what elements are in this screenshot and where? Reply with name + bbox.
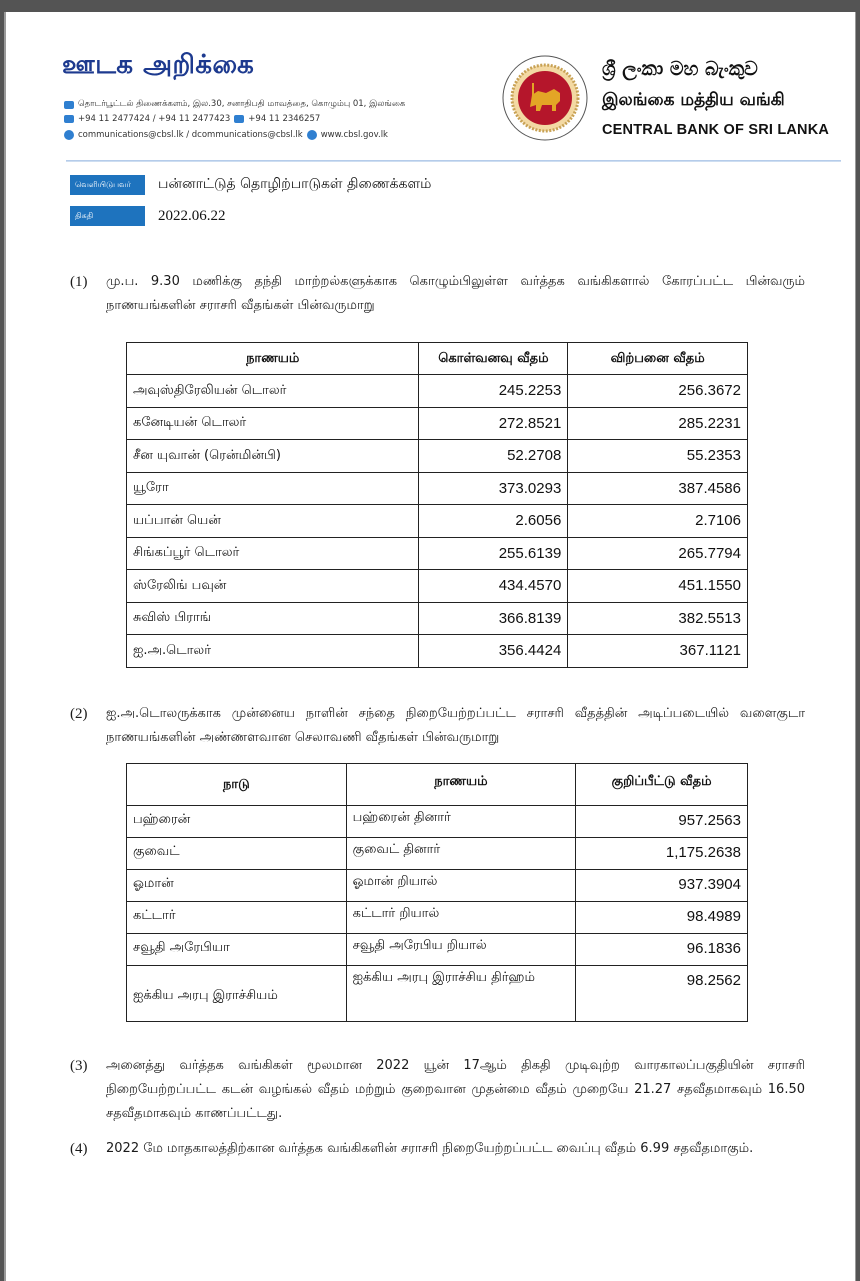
mail-envelope-icon bbox=[64, 101, 74, 109]
table-row bbox=[127, 602, 748, 635]
table-row bbox=[127, 806, 748, 838]
email-text[interactable]: communications@cbsl.lk / dcommunications@cbsl.lk bbox=[78, 130, 303, 140]
table-row bbox=[127, 537, 748, 570]
section-1 bbox=[70, 270, 805, 318]
date-value: 2022.06.22 bbox=[158, 208, 226, 224]
header-currency: நாணயம் bbox=[127, 343, 419, 375]
currency-cell: சிங்கப்பூர் டொலர் bbox=[127, 537, 419, 570]
section-number: (1) bbox=[70, 274, 88, 290]
currency-cell: ஓமான் றியால் bbox=[346, 870, 576, 902]
table-row bbox=[127, 440, 748, 473]
issuer-value: பன்னாட்டுத் தொழிற்பாடுகள் திணைக்களம் bbox=[158, 176, 432, 192]
issuer-label: வெளியிடுபவர் bbox=[70, 175, 145, 195]
indicative-rate-cell: 937.3904 bbox=[576, 870, 748, 902]
header-selling-rate: விற்பனை வீதம் bbox=[568, 343, 748, 375]
indicative-rate-cell: 96.1836 bbox=[576, 934, 748, 966]
buying-rate-cell: 356.4424 bbox=[419, 635, 568, 668]
section-number: (4) bbox=[70, 1141, 88, 1157]
fax-printer-icon bbox=[234, 115, 244, 123]
email-line bbox=[64, 130, 388, 140]
document-page bbox=[4, 12, 856, 1281]
table-row bbox=[127, 635, 748, 668]
currency-cell: குவைட் தினார் bbox=[346, 838, 576, 870]
section-2 bbox=[70, 702, 805, 750]
selling-rate-cell: 2.7106 bbox=[568, 505, 748, 538]
selling-rate-cell: 265.7794 bbox=[568, 537, 748, 570]
indicative-rate-cell: 1,175.2638 bbox=[576, 838, 748, 870]
selling-rate-cell: 367.1121 bbox=[568, 635, 748, 668]
table-header-row bbox=[127, 343, 748, 375]
currency-cell: கட்டார் றியால் bbox=[346, 902, 576, 934]
table-row bbox=[127, 934, 748, 966]
table-row bbox=[127, 902, 748, 934]
bank-name-tamil: இலங்கை மத்திய வங்கி bbox=[602, 90, 785, 110]
currency-cell: ஐ.அ.டொலர் bbox=[127, 635, 419, 668]
currency-cell: பஹ்ரைன் தினார் bbox=[346, 806, 576, 838]
selling-rate-cell: 387.4586 bbox=[568, 472, 748, 505]
buying-rate-cell: 373.0293 bbox=[419, 472, 568, 505]
section-text: ஐ.அ.டொலருக்காக முன்னைய நாளின் சந்தை நிறையேற்றப்பட்ட சராசரி வீதத்தின் அடிப்படையில் வளைகுடா நாணயங்களின் அண்ணளவான செலாவணி வீதங்கள் பின்வருமாறு bbox=[106, 706, 805, 745]
section-text: மு.ப. 9.30 மணிக்கு தந்தி மாற்றல்களுக்காக கொழும்பிலுள்ள வர்த்தக வங்கிகளால் கோரப்பட்ட பின்வரும் நாணயங்களின் சராசரி வீதங்கள் பின்வருமாறு bbox=[106, 274, 805, 313]
header-divider bbox=[66, 160, 841, 162]
currency-cell: ஐக்கிய அரபு இராச்சிய திர்ஹம் bbox=[346, 966, 576, 1022]
country-cell: ஐக்கிய அரபு இராச்சியம் bbox=[127, 966, 347, 1022]
country-cell: ஓமான் bbox=[127, 870, 347, 902]
bank-name-sinhala: ශ්‍රී ලංකා මහ බැංකුව bbox=[602, 58, 758, 80]
exchange-rates-table bbox=[126, 342, 748, 668]
indicative-rate-cell: 98.2562 bbox=[576, 966, 748, 1022]
section-4 bbox=[70, 1137, 805, 1161]
header-indicative-rate: குறிப்பீட்டு வீதம் bbox=[576, 764, 748, 806]
table-row bbox=[127, 838, 748, 870]
website-link[interactable]: www.cbsl.gov.lk bbox=[320, 130, 388, 140]
selling-rate-cell: 256.3672 bbox=[568, 375, 748, 408]
address-line bbox=[64, 99, 405, 110]
selling-rate-cell: 382.5513 bbox=[568, 602, 748, 635]
buying-rate-cell: 2.6056 bbox=[419, 505, 568, 538]
currency-cell: சுவிஸ் பிராங் bbox=[127, 602, 419, 635]
buying-rate-cell: 255.6139 bbox=[419, 537, 568, 570]
central-bank-seal-logo bbox=[502, 55, 588, 141]
indicative-rate-cell: 957.2563 bbox=[576, 806, 748, 838]
buying-rate-cell: 366.8139 bbox=[419, 602, 568, 635]
header-buying-rate: கொள்வனவு வீதம் bbox=[419, 343, 568, 375]
currency-cell: யப்பான் யென் bbox=[127, 505, 419, 538]
table-row bbox=[127, 966, 748, 1022]
buying-rate-cell: 272.8521 bbox=[419, 407, 568, 440]
buying-rate-cell: 245.2253 bbox=[419, 375, 568, 408]
header-currency: நாணயம் bbox=[346, 764, 576, 806]
bank-name-english: CENTRAL BANK OF SRI LANKA bbox=[602, 122, 830, 138]
address-text: தொடர்பூட்டல் திணைக்களம், இல.30, சனாதிபதி மாவத்தை, கொழும்பு 01, இலங்கை bbox=[78, 99, 406, 109]
currency-cell: யூரோ bbox=[127, 472, 419, 505]
country-cell: பஹ்ரைன் bbox=[127, 806, 347, 838]
indicative-rate-cell: 98.4989 bbox=[576, 902, 748, 934]
country-cell: குவைட் bbox=[127, 838, 347, 870]
currency-cell: சவூதி அரேபிய றியால் bbox=[346, 934, 576, 966]
press-release-title: ஊடக அறிக்கை bbox=[62, 50, 255, 80]
at-sign-icon bbox=[64, 130, 74, 140]
selling-rate-cell: 451.1550 bbox=[568, 570, 748, 603]
section-text: அனைத்து வர்த்தக வங்கிகள் மூலமான 2022 யூன் 17ஆம் திகதி முடிவுற்ற வாரகாலப்பகுதியின் சராசரி நிறையேற்றப்பட்ட கடன் வழங்கல் வீதம் மற்றும் குறைவான முதன்மை வீதம் முறையே 21.27 சதவீதமாகவும் 16.50 சதவீதமாகவும் காணப்பட்டது. bbox=[106, 1058, 805, 1121]
date-label: திகதி bbox=[70, 206, 145, 226]
gulf-currency-rates-table bbox=[126, 763, 748, 1022]
buying-rate-cell: 52.2708 bbox=[419, 440, 568, 473]
selling-rate-cell: 55.2353 bbox=[568, 440, 748, 473]
currency-cell: கனேடியன் டொலர் bbox=[127, 407, 419, 440]
table-row bbox=[127, 570, 748, 603]
section-3 bbox=[70, 1054, 805, 1126]
selling-rate-cell: 285.2231 bbox=[568, 407, 748, 440]
telephone-icon bbox=[64, 115, 74, 123]
table-row bbox=[127, 505, 748, 538]
currency-cell: சீன யுவான் (ரென்மின்பி) bbox=[127, 440, 419, 473]
currency-cell: ஸ்ரேலிங் பவுன் bbox=[127, 570, 419, 603]
fax-text: +94 11 2346257 bbox=[248, 114, 321, 124]
section-number: (3) bbox=[70, 1058, 88, 1074]
table-row bbox=[127, 375, 748, 408]
header-country: நாடு bbox=[127, 764, 347, 806]
currency-cell: அவுஸ்திரேலியன் டொலர் bbox=[127, 375, 419, 408]
table-header-row bbox=[127, 764, 748, 806]
globe-icon bbox=[307, 130, 317, 140]
phone-text: +94 11 2477424 / +94 11 2477423 bbox=[78, 114, 231, 124]
country-cell: சவூதி அரேபியா bbox=[127, 934, 347, 966]
section-number: (2) bbox=[70, 706, 88, 722]
table-row bbox=[127, 407, 748, 440]
table-row bbox=[127, 472, 748, 505]
buying-rate-cell: 434.4570 bbox=[419, 570, 568, 603]
section-text: 2022 மே மாதகாலத்திற்கான வர்த்தக வங்கிகளின் சராசரி நிறையேற்றப்பட்ட வைப்பு வீதம் 6.99 சதவீதமாகும். bbox=[106, 1141, 754, 1156]
table-row bbox=[127, 870, 748, 902]
country-cell: கட்டார் bbox=[127, 902, 347, 934]
phone-line bbox=[64, 114, 320, 124]
